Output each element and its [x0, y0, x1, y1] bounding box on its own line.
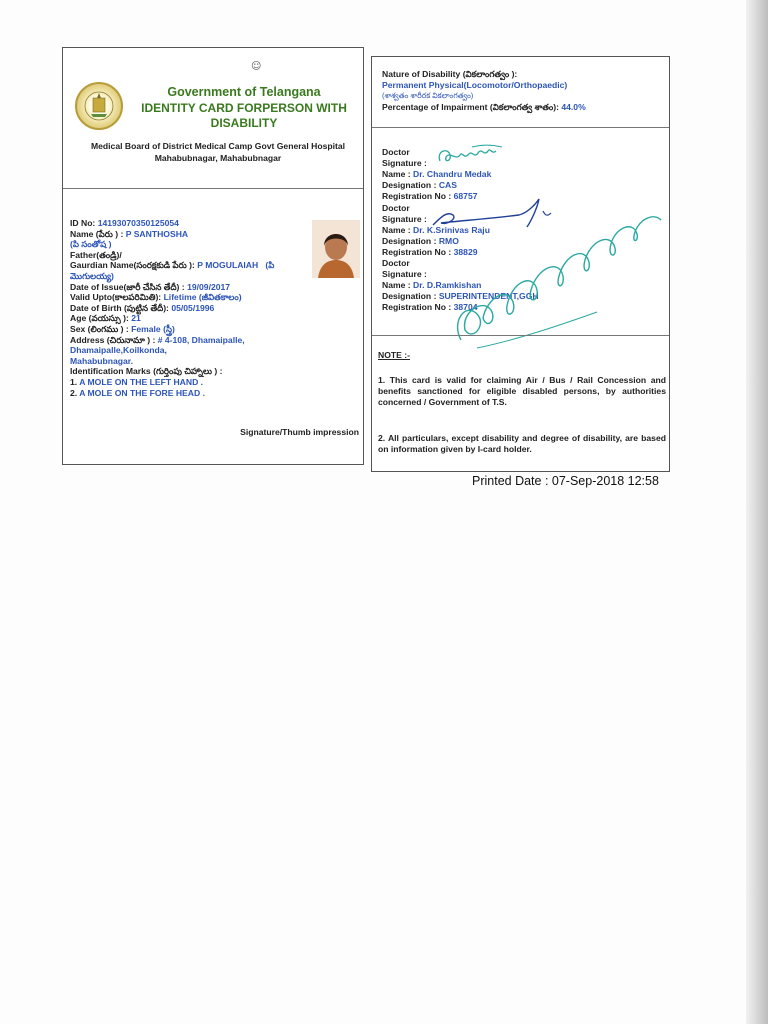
nature-value: Permanent Physical(Locomotor/Orthopaedic) [382, 80, 568, 90]
doctor2-name: Dr. K.Srinivas Raju [413, 225, 490, 235]
sex-label: Sex (లింగము ) : [70, 323, 132, 334]
doctor2-name-row [382, 225, 490, 236]
signature-thumb-label: Signature/Thumb impression [240, 427, 359, 437]
sex-value: Female (స్త్రీ) [131, 323, 175, 334]
mark1-value: A MOLE ON THE LEFT HAND . [79, 376, 204, 387]
doctor3-registration-label: Registration No : [382, 302, 454, 312]
telangana-emblem-icon [75, 82, 123, 130]
impairment-label: Percentage of Impairment (వికలాంగత్వ శాతం): [382, 102, 562, 112]
doctor1-registration: 68757 [453, 191, 478, 201]
doctor1-signature-label: Signature : [382, 158, 427, 168]
section-divider [372, 127, 669, 128]
doctor2-designation-label: Designation : [382, 236, 439, 246]
name-telugu: (పి సంతోష ) [70, 239, 112, 250]
guardian-telugu-b: మొగులయ్య) [70, 270, 114, 281]
doctor3-designation: SUPERINTENDENT,GGH [438, 291, 539, 301]
doctor3-designation-row [382, 291, 539, 302]
dob-value: 05/05/1996 [171, 302, 215, 313]
dob-label: Date of Birth (పుట్టిన తేదీ): [70, 302, 172, 313]
doctor1-signature-mark [432, 141, 512, 171]
guardian-label: Gaurdian Name(సంరక్షకుడి పేరు ): [70, 260, 198, 271]
doctor1-designation: CAS [438, 180, 457, 190]
id-card-back [371, 56, 670, 472]
doctor2-designation: RMO [438, 236, 459, 246]
impairment-value: 44.0% [561, 102, 586, 112]
valid-label: Valid Upto(కాలపరిమితి): [70, 292, 164, 303]
address-line1: # 4-108, Dhamaipalle, [157, 334, 245, 345]
holder-details [70, 218, 320, 398]
doctor3-signature-label: Signature : [382, 269, 427, 279]
note-2: 2. All particulars, except disability and degree of disability, are based on information given by I-card holder. [378, 433, 666, 454]
father-label: Father(తండ్రి)/ [70, 249, 122, 260]
doctor3-name: Dr. D.Ramkishan [413, 280, 482, 290]
doctor1-designation-row [382, 180, 457, 191]
guardian-value: P MOGULAIAH [197, 260, 259, 271]
doctor1-label: Doctor [382, 147, 410, 157]
doctor2-signature-label: Signature : [382, 214, 427, 224]
age-value: 21 [131, 313, 141, 324]
doctor2-name-label: Name : [382, 225, 414, 235]
doctor2-designation-row [382, 236, 459, 247]
name-label: Name (పేరు ) : [70, 228, 126, 239]
age-label: Age (వయస్సు ): [70, 313, 132, 324]
doctor1-name-label: Name : [382, 169, 414, 179]
note-1: 1. This card is valid for claiming Air / Bus / Rail Concession and benefits sanctioned for eligible disabled persons, by authorities concerned / Government of T.S. [378, 375, 666, 407]
doctor3-name-row [382, 280, 481, 291]
card-title: IDENTITY CARD FORPERSON WITH DISABILITY [141, 101, 347, 130]
punch-hole-icon: ☺ [251, 61, 262, 72]
id-card-front [62, 47, 364, 465]
doctor1-name-row [382, 169, 491, 180]
id-value: 14193070350125054 [97, 218, 179, 228]
note-title: NOTE :- [378, 350, 410, 360]
address-label: Address (చిరునామా ) : [70, 334, 158, 345]
doctor1-registration-label: Registration No : [382, 191, 454, 201]
valid-value: Lifetime (జీవితకాలం) [163, 292, 242, 303]
address-line3: Mahabubnagar. [70, 355, 134, 366]
address-line2: Dhamaipalle,Koilkonda, [70, 345, 167, 356]
doctor2-registration-row [382, 247, 478, 258]
doctor2-label: Doctor [382, 203, 410, 213]
marks-label: Identification Marks (గుర్తింపు చిహ్నాలు ) : [70, 366, 223, 377]
medical-board: Medical Board of District Medical Camp Govt General Hospital Mahabubnagar, Mahabubnagar [90, 141, 346, 163]
nature-label: Nature of Disability (వికలాంగత్వం ): [382, 69, 518, 79]
mark2-number: 2. [70, 387, 80, 398]
doctor3-registration-row [382, 302, 478, 313]
guardian-telugu-a: (పి [265, 260, 275, 271]
government-name: Government of Telangana [167, 85, 321, 99]
doctor3-name-label: Name : [382, 280, 414, 290]
issue-label: Date of Issue(జారీ చేసిన తేదీ) : [70, 281, 188, 292]
note-divider [372, 335, 669, 336]
issue-value: 19/09/2017 [187, 281, 231, 292]
doctor1-designation-label: Designation : [382, 180, 439, 190]
name-value: P SANTHOSHA [125, 228, 189, 239]
doctor2-registration: 38829 [453, 247, 478, 257]
mark1-number: 1. [70, 376, 80, 387]
id-label: ID No: [70, 218, 98, 228]
page-edge-shadow [746, 0, 768, 1024]
doctor1-name: Dr. Chandru Medak [413, 169, 492, 179]
printed-date: Printed Date : 07-Sep-2018 12:58 [472, 474, 659, 488]
doctor3-registration: 38704 [453, 302, 478, 312]
doctor3-designation-label: Designation : [382, 291, 439, 301]
doctor2-registration-label: Registration No : [382, 247, 454, 257]
doctor1-registration-row [382, 191, 478, 202]
doctor3-label: Doctor [382, 258, 410, 268]
nature-telugu: (శాశ్వతం శారీరక వికలాంగత్వం) [382, 91, 474, 100]
impairment-row [382, 102, 586, 113]
card-header [63, 48, 363, 189]
mark2-value: A MOLE ON THE FORE HEAD . [79, 387, 205, 398]
